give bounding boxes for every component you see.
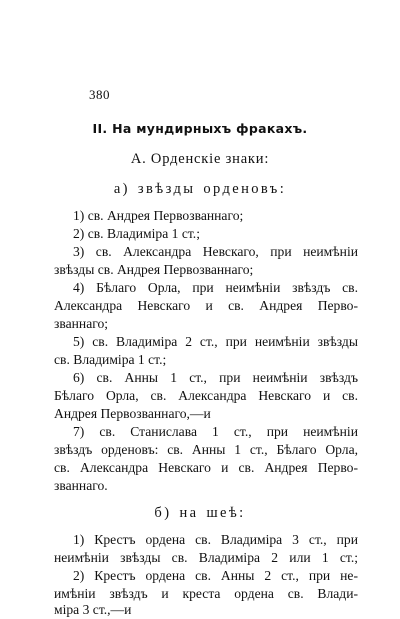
subheading-on-neck: б) на шеѣ: <box>154 505 246 521</box>
text-line: звѣздъ орденовъ: св. Анны 1 ст., Бѣлаго Орла, <box>54 442 358 457</box>
text-line: 5) св. Владиміра 2 ст., при неимѣніи звѣзды <box>73 334 358 349</box>
section-heading: II. На мундирныхъ фракахъ. <box>92 121 308 136</box>
text-line: званнаго; <box>54 316 109 331</box>
text-line: Андрея Первозваннаго,—и <box>54 406 211 421</box>
subheading-order-insignia: А. Орденскіе знаки: <box>130 151 270 167</box>
text-line: Александра Невскаго и св. Андрея Перво- <box>54 298 358 313</box>
text-line: міра 3 ст.,—и <box>54 602 132 617</box>
text-line: неимѣніи звѣзды св. Владиміра 2 или 1 ст.; <box>54 550 358 565</box>
subheading-order-stars: а) звѣзды орденовъ: <box>113 181 287 197</box>
text-line: имѣніи звѣздъ и креста ордена св. Влади- <box>54 586 358 601</box>
text-line: 3) св. Александра Невскаго, при неимѣніи <box>73 244 358 259</box>
text-line: св. Владиміра 1 ст.; <box>54 352 167 367</box>
text-line: 4) Бѣлаго Орла, при неимѣніи звѣздъ св. <box>73 280 358 295</box>
text-line: 6) св. Анны 1 ст., при неимѣніи звѣздъ <box>73 370 358 385</box>
text-line: 1) Крестъ ордена св. Владиміра 3 ст., при <box>73 532 358 547</box>
page-number: 380 <box>89 87 110 102</box>
text-line: Бѣлаго Орла, св. Александра Невскаго и св. <box>54 388 358 403</box>
text-line: 2) св. Владиміра 1 ст.; <box>73 226 200 241</box>
text-line: звѣзды св. Андрея Первозваннаго; <box>54 262 254 277</box>
text-line: 2) Крестъ ордена св. Анны 2 ст., при не- <box>73 568 358 583</box>
text-line: 1) св. Андрея Первозваннаго; <box>73 208 244 223</box>
text-line: званнаго. <box>54 478 108 493</box>
text-line: св. Александра Невскаго и св. Андрея Перво- <box>54 460 358 475</box>
text-line: 7) св. Станислава 1 ст., при неимѣніи <box>73 424 358 439</box>
